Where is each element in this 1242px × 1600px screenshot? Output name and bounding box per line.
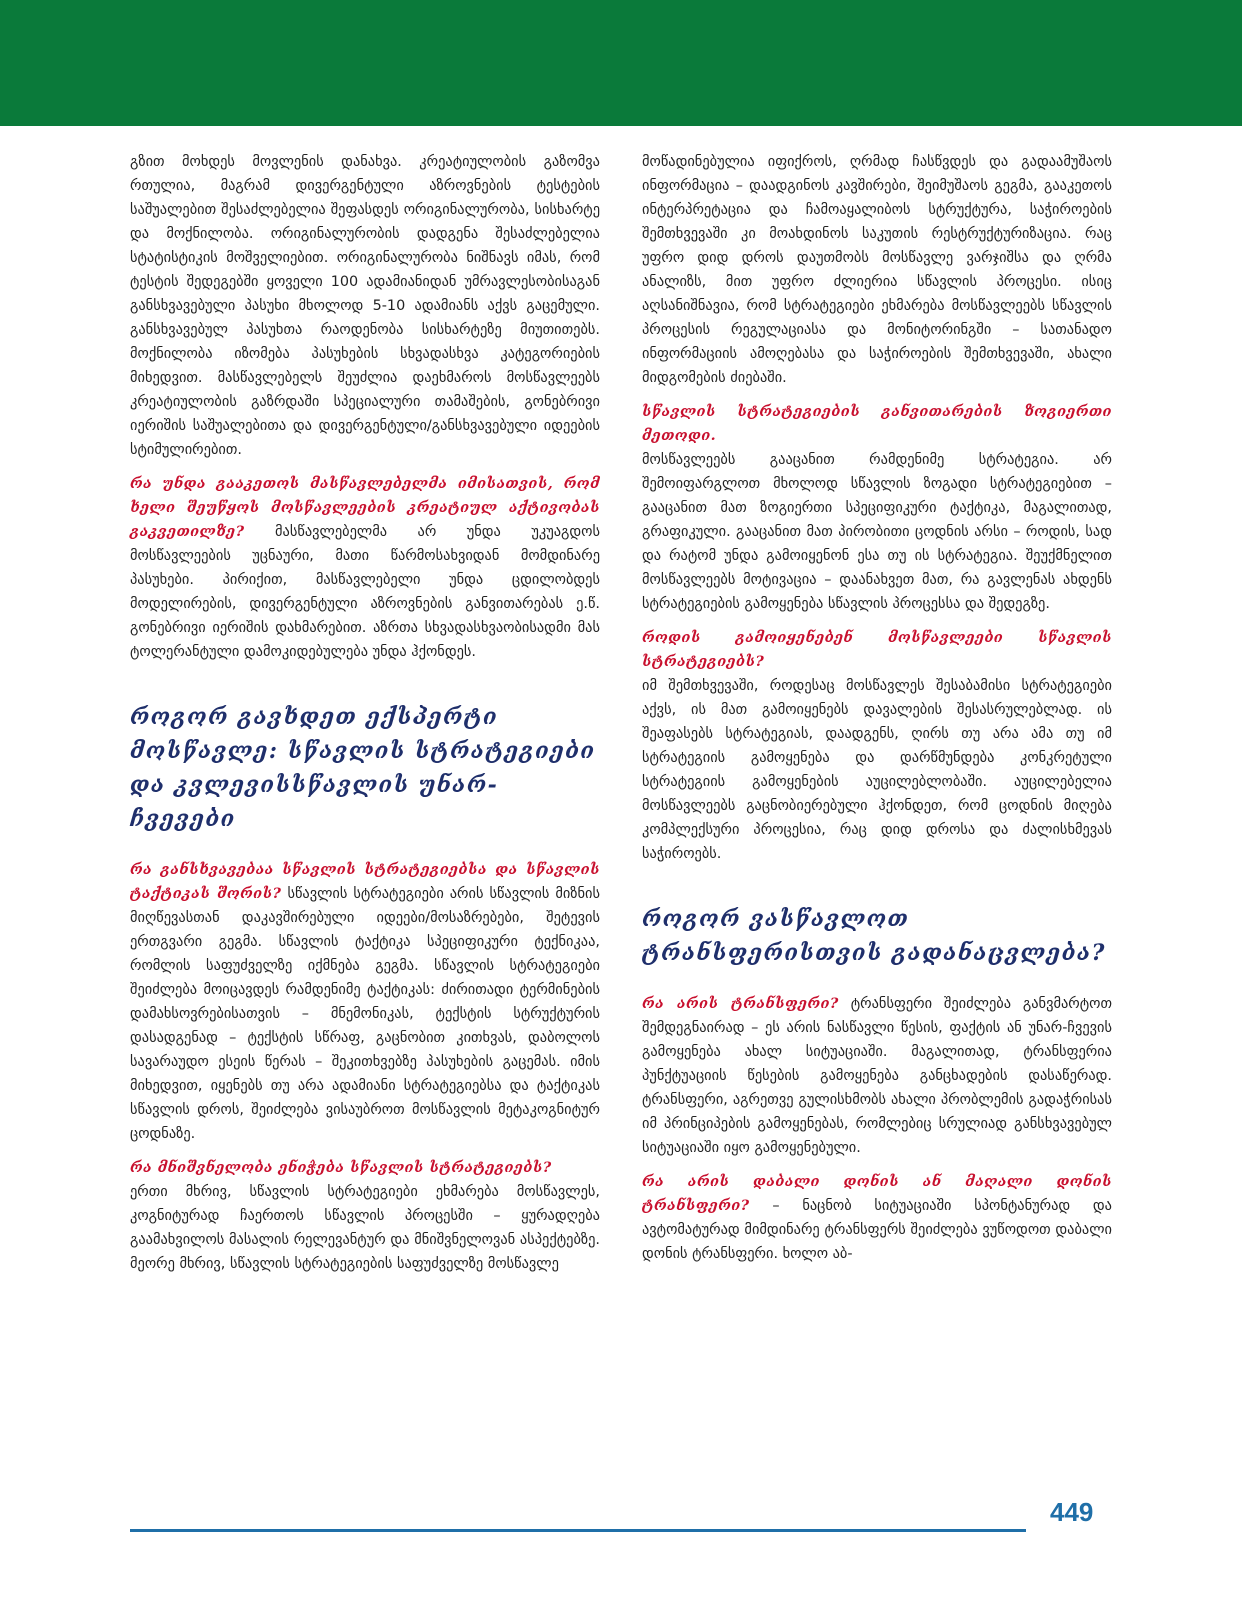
paragraph: გზით მოხდეს მოვლენის დანახვა. კრეატიულობის გაზომვა რთულია, მაგრამ დივერგენტული აზროვნების ტესტების საშუალებით შესაძლებელია შეფასდეს ორიგინალურობა, სისხარტე და მოქნილობა. ორიგინალურობის დადგენა შესაძლებელია სტატისტიკის მოშველიებით. ორიგინალურობა ნიშნავს იმას, რომ ტესტის შედეგებში ყოველი 100 ადამიანიდან უმრავლესობისაგან განსხვავებული პასუხი მხოლოდ 5-10 ადამიანს აქვს გაცემული. განსხვავებულ პასუხთა რაოდენობა სისხარტეზე მიუთითებს. მოქნილობა იზომება პასუხების სხვადასხვა კატეგორიების მიხედვით. მასწავლებელს შეუძლია დაეხმაროს მოსწავლეებს კრეატიულობის გაზრდაში სპეციალური თამაშების, გონებრივი იერიშის საშუალებითა და დივერგენტული/განსხვავებული იდეების სტიმულირებით.	[130, 154, 600, 458]
question-heading: რა არის ტრანსფერი?	[642, 995, 839, 1012]
qa-block	[642, 626, 1112, 674]
qa-block	[130, 858, 600, 1146]
question-heading: რა არის დაბალი დონის ან მაღალი დონის ტრანსფერი?	[642, 1173, 1112, 1214]
qa-block	[642, 1170, 1112, 1266]
answer-text: მასწავლებელმა არ უნდა უკუაგდოს მოსწავლეების უცნაური, მათი წარმოსახვიდან მომდინარე პასუხები. პირიქით, მასწავლებელი უნდა ცდილობდეს მოდელირების, დივერგენტული აზროვნების განვითარებას ე.წ. გონებრივი იერიშის დახმარებით. აზრთა სხვადასხვაობისადმი მას ტოლერანტული დამოკიდებულება უნდა ჰქონდეს.	[130, 524, 600, 660]
section-heading: როგორ ვასწავლოთ ტრანსფერისთვის გადანაცვლება?	[642, 906, 1106, 966]
question-heading: სწავლის სტრატეგიების განვითარების ზოგიერთი მეთოდი.	[642, 403, 1112, 444]
page-number: 449	[1050, 1497, 1094, 1527]
paragraph: მოსწავლეებს გააცანით რამდენიმე სტრატეგია. არ შემოიფარგლოთ მხოლოდ სწავლის ზოგადი სტრატეგიებით – გააცანით მათ ზოგიერთი სპეციფიკური ტაქტიკა, მაგალითად, გრაფიკული. გააცანით მათ პირობითი ცოდნის არსი – როდის, სად და რატომ უნდა გამოიყენონ ესა თუ ის სტრატეგია. შეუქმნელით მოსწავლეებს მოტივაცია – დაანახვეთ მათ, რა გავლენას ახდენს სტრატეგიების გამოყენება სწავლის პროცესსა და შედეგზე.	[642, 452, 1112, 612]
answer-text: ტრანსფერი შეიძლება განვმარტოთ შემდეგნაირად – ეს არის ნასწავლი წესის, ფაქტის ან უნარ-ჩვევის გამოყენება ახალ სიტუაციაში. მაგალითად, ტრანსფერია პუნქტუაციის წესების გამოყენება განცხადების დასაწერად. ტრანსფერი, აგრეთვე გულისხმობს ახალი პრობლემის გადაჭრისას იმ პრინციპების გამოყენებას, რომლებიც სრულიად განსხვავებულ სიტუაციაში იყო გამოყენებული.	[642, 996, 1112, 1156]
answer-text: სწავლის სტრატეგიები არის სწავლის მიზნის მიღწევასთან დაკავშირებული იდეები/მოსაზრებები, შეტევის ერთგვარი გეგმა. სწავლის ტაქტიკა სპეციფიკური ტექნიკაა, რომლის საფუძველზე იქმნება გეგმა. სწავლის სტრატეგიები შეიძლება მოიცავდეს რამდენიმე ტაქტიკას: ძირითადი ტერმინების დამახსოვრებისათვის – მნემონიკას, ტექსტის სტრუქტურის დასადგენად – ტექსტის სწრაფ, გაცნობით კითხვას, დაბოლოს სავარაუდო ესეის წერას – შეკითხვებზე პასუხების გაცემას. იმის მიხედვით, იყენებს თუ არა ადამიანი სტრატეგიებსა და ტაქტიკას სწავლის დროს, შეიძლება ვისაუბროთ მოსწავლის მეტაკოგნიტურ ცოდნაზე.	[130, 886, 600, 1142]
qa-block	[642, 992, 1112, 1160]
qa-block	[642, 400, 1112, 448]
answer-text: – ნაცნობ სიტუაციაში სპონტანურად და ავტომატურად მიმდინარე ტრანსფერს შეიძლება ვუწოდოთ დაბალი დონის ტრანსფერი. ხოლო აბ-	[642, 1198, 1112, 1262]
paragraph: მოწადინებულია იფიქროს, ღრმად ჩასწვდეს და გადაამუშაოს ინფორმაცია – დაადგინოს კავშირები, შეიმუშაოს გეგმა, გააკეთოს ინტერპრეტაცია და ჩამოაყალიბოს სტრუქტურა, საჭიროების შემთხვევაში კი მოახდინოს საკუთის რესტრუქტურიზაცია. რაც უფრო დიდ დროს დაუთმობს მოსწავლე ვარჯიშსა და ღრმა ანალიზს, მით უფრო ძლიერია სწავლის პროცესი. ისიც აღსანიშნავია, რომ სტრატეგიები ეხმარება მოსწავლეებს სწავლის პროცესის რეგულაციასა და მონიტორინგში – სათანადო ინფორმაციის ამოღებასა და საჭიროების შემთხვევაში, ახალი მიდგომების ძიებაში.	[642, 154, 1112, 386]
qa-block	[130, 1156, 600, 1180]
qa-block	[130, 472, 600, 664]
paragraph: ერთი მხრივ, სწავლის სტრატეგიები ეხმარება მოსწავლეს, კოგნიტურად ჩაერთოს სწავლის პროცესში – ყურადღება გაამახვილოს მასალის რელევანტურ და მნიშვნელოვან ასპექტებზე. მეორე მხრივ, სწავლის სტრატეგიების საფუძველზე მოსწავლე	[130, 1184, 600, 1272]
paragraph: იმ შემთხვევაში, როდესაც მოსწავლეს შესაბამისი სტრატეგიები აქვს, ის მათ გამოიყენებს დავალების შესასრულებლად. ის შეაფასებს სტრატეგიას, დაადგენს, ღირს თუ არა ამა თუ იმ სტრატეგიის გამოყენება და დარწმუნდება კონკრეტული სტრატეგიის გამოყენების აუცილებლობაში. აუცილებელია მოსწავლეებს გაცნობიერებული ჰქონდეთ, რომ ცოდნის მიღება კომპლექსური პროცესია, რაც დიდ დროსა და ძალისხმევას საჭიროებს.	[642, 678, 1112, 862]
footer-rule	[130, 1529, 1026, 1532]
question-heading: როდის გამოიყენებენ მოსწავლეები სწავლის სტრატეგიებს?	[642, 629, 1112, 670]
right-column	[642, 150, 1112, 1276]
section-heading: როგორ გავხდეთ ექსპერტი მოსწავლე: სწავლის სტრატეგიები და კვლევისსწავლის უნარ-ჩვევები	[130, 704, 596, 832]
left-column	[130, 150, 600, 1286]
top-color-band	[0, 0, 1242, 126]
question-heading: რა განსხვავებაა სწავლის სტრატეგიებსა და სწავლის ტაქტიკას შორის?	[130, 861, 600, 902]
question-heading: რა უნდა გააკეთოს მასწავლებელმა იმისათვის, რომ ხელი შეუწყოს მოსწავლეების კრეატიულ აქტივობას გაკვეთილზე?	[130, 475, 600, 540]
question-heading: რა მნიშვნელობა ენიჭება სწავლის სტრატეგიებს?	[130, 1159, 552, 1176]
